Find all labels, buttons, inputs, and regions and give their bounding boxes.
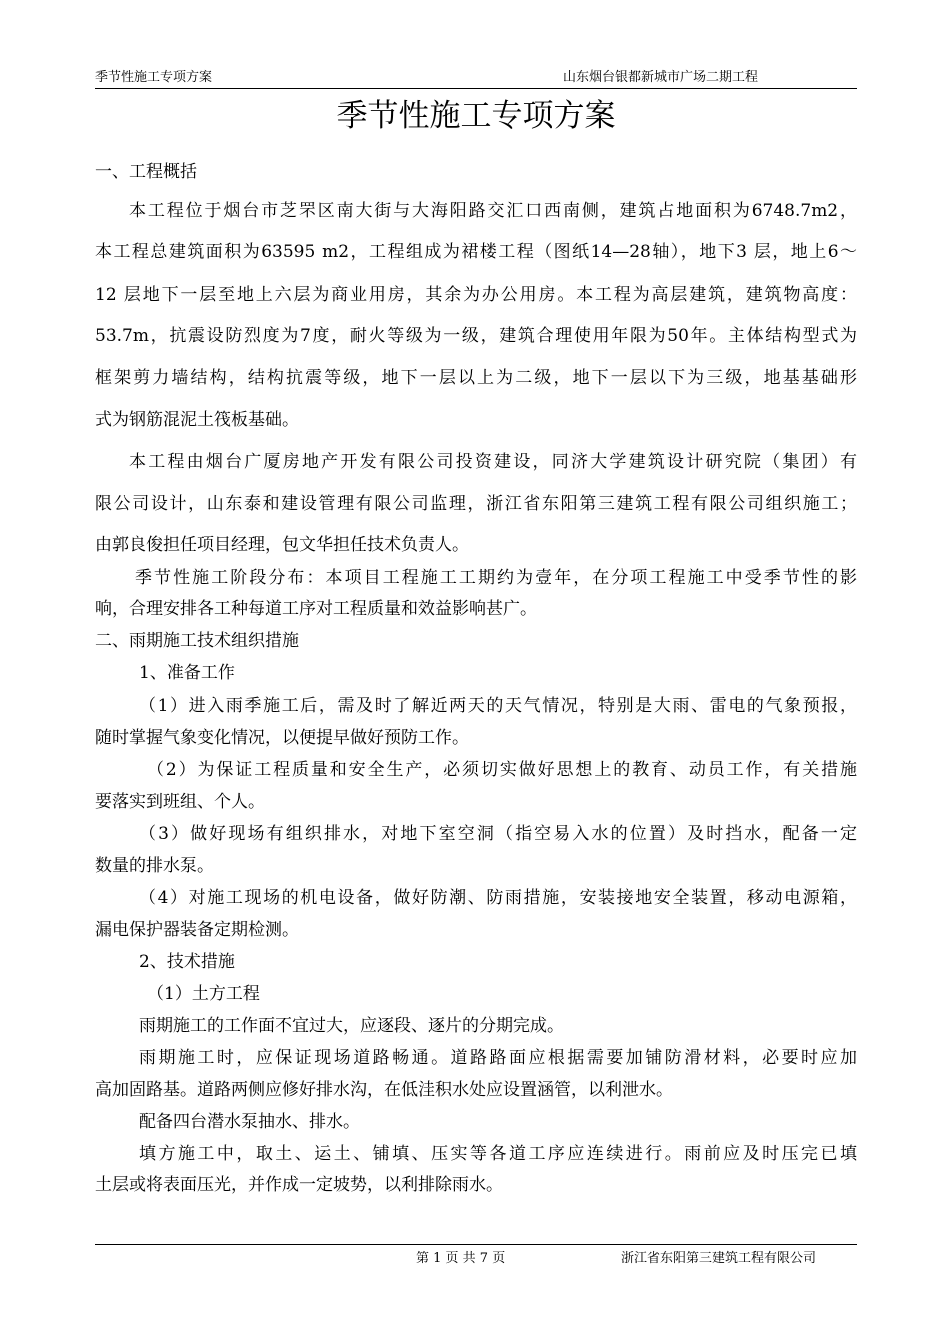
- body-line: 限公司设计，山东泰和建设管理有限公司监理，浙江省东阳第三建筑工程有限公司组织施工；: [95, 494, 857, 514]
- page-title: 季节性施工专项方案: [336, 98, 616, 134]
- body-line: 随时掌握气象变化情况，以便提早做好预防工作。: [95, 728, 469, 748]
- body-line: 雨期施工时，应保证现场道路畅通。道路路面应根据需要加铺防滑材料，必要时应加: [139, 1048, 857, 1068]
- body-line: （1）进入雨季施工后，需及时了解近两天的天气情况，特别是大雨、雷电的气象预报，: [139, 696, 857, 716]
- section-heading-2: 二、雨期施工技术组织措施: [95, 631, 299, 651]
- body-line: 季节性施工阶段分布：本项目工程施工工期约为壹年，在分项工程施工中受季节性的影: [135, 568, 857, 588]
- body-line: 本工程总建筑面积为63595 m2，工程组成为裙楼工程（图纸14—28轴），地下3 层，地上6～: [95, 242, 857, 262]
- body-line: （3）做好现场有组织排水，对地下室空洞（指空易入水的位置）及时挡水，配备一定: [139, 824, 857, 844]
- page-footer: [95, 1244, 857, 1266]
- body-line: 本工程位于烟台市芝罘区南大街与大海阳路交汇口西南侧，建筑占地面积为6748.7m2，: [129, 201, 857, 221]
- section-heading-1: 一、工程概括: [95, 162, 197, 182]
- header-doc-title: 季节性施工专项方案: [95, 70, 213, 85]
- subsection-heading: 2、技术措施: [139, 952, 235, 972]
- body-line: 本工程由烟台广厦房地产开发有限公司投资建设，同济大学建筑设计研究院（集团）有: [129, 452, 857, 472]
- body-line: 要落实到班组、个人。: [95, 792, 265, 812]
- subsection-heading: 1、准备工作: [139, 663, 235, 683]
- body-line: 12 层地下一层至地上六层为商业用房，其余为办公用房。本工程为高层建筑，建筑物高度：: [95, 285, 857, 305]
- running-header: [95, 70, 857, 89]
- body-line: 式为钢筋混泥土筏板基础。: [95, 410, 299, 430]
- body-line: 漏电保护器装备定期检测。: [95, 920, 299, 940]
- item-heading: （1）土方工程: [147, 984, 260, 1004]
- footer-company: 浙江省东阳第三建筑工程有限公司: [621, 1251, 817, 1266]
- page-number: 第 1 页 共 7 页: [416, 1251, 506, 1266]
- body-line: 配备四台潜水泵抽水、排水。: [139, 1112, 360, 1132]
- body-line: 雨期施工的工作面不宜过大，应逐段、逐片的分期完成。: [139, 1016, 564, 1036]
- body-line: 数量的排水泵。: [95, 856, 214, 876]
- body-line: 框架剪力墙结构，结构抗震等级，地下一层以上为二级，地下一层以下为三级，地基基础形: [95, 368, 857, 388]
- body-line: 53.7m，抗震设防烈度为7度，耐火等级为一级，建筑合理使用年限为50年。主体结构型式为: [95, 326, 857, 346]
- body-line: 土层或将表面压光，并作成一定坡势，以利排除雨水。: [95, 1175, 503, 1195]
- body-line: 高加固路基。道路两侧应修好排水沟，在低洼积水处应设置涵管，以利泄水。: [95, 1080, 673, 1100]
- body-line: 由郭良俊担任项目经理，包文华担任技术负责人。: [95, 535, 469, 555]
- body-line: 响，合理安排各工种每道工序对工程质量和效益影响甚广。: [95, 599, 537, 619]
- body-line: （2）为保证工程质量和安全生产，必须切实做好思想上的教育、动员工作，有关措施: [147, 760, 857, 780]
- body-line: （4）对施工现场的机电设备，做好防潮、防雨措施，安装接地安全装置，移动电源箱，: [139, 888, 857, 908]
- header-project-name: 山东烟台银都新城市广场二期工程: [563, 70, 759, 85]
- body-line: 填方施工中，取土、运土、铺填、压实等各道工序应连续进行。雨前应及时压完已填: [139, 1144, 857, 1164]
